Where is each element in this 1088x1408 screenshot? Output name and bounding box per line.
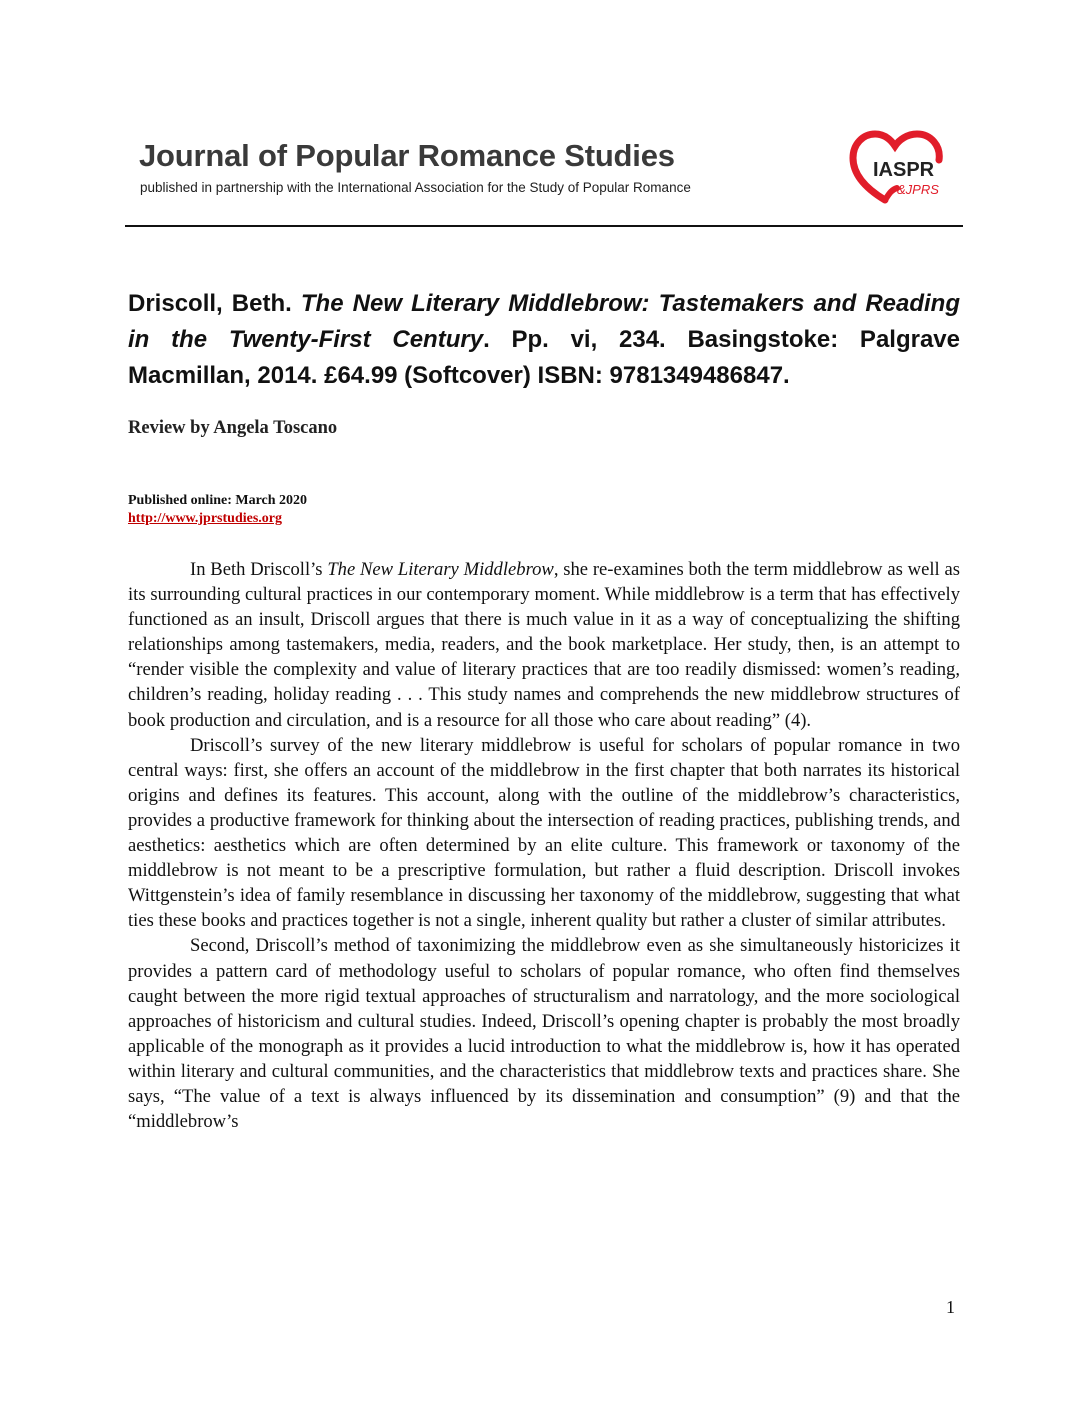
journal-header bbox=[125, 138, 965, 230]
logo-heart-tail bbox=[885, 188, 897, 200]
paragraph-1 bbox=[128, 557, 960, 733]
paragraph-2: Driscoll’s survey of the new literary middlebrow is useful for scholars of popular romance in two central ways: first, she offers an account of the middlebrow in the first chapter that both narrates its historical origins and defines its features. This account, along with the outline of the middlebrow’s characteristics, provides a productive framework for thinking about the intersection of reading practices, publishing trends, and aesthetics: aesthetics which are often determined by an elite culture. This framework or taxonomy of the middlebrow is not meant to be a prescriptive formulation, but rather a fluid description. Driscoll invokes Wittgenstein’s idea of family resemblance in discussing her taxonomy of the middlebrow, suggesting that what ties these books and practices together is not a single, inherent quality but rather a cluster of similar attributes. bbox=[128, 734, 960, 932]
citation-details: . Pp. vi, 234. Basingstoke: Palgrave Macmillan, 2014. £64.99 (Softcover) ISBN: 9781349486847. bbox=[128, 326, 960, 389]
publication-date: Published online: March 2020 bbox=[128, 493, 308, 508]
journal-subtitle: published in partnership with the International Association for the Study of Popular Romance bbox=[140, 180, 691, 195]
page-number: 1 bbox=[946, 1297, 955, 1317]
paragraph-1-book-title: The New Literary Middlebrow bbox=[327, 559, 554, 580]
header-divider bbox=[125, 225, 963, 227]
logo-text-bottom: &JPRS bbox=[897, 182, 939, 197]
paragraph-1-rest: , she re-examines both the term middlebrow as well as its surrounding cultural practices in our contemporary moment. While middlebrow is a term that has effectively functioned as an insult, Driscoll argues that there is much value in it as a way of conceptualizing the shifting relationships among tastemakers, media, readers, and the book marketplace. Her study, then, is an attempt to “render visible the complexity and value of literary practices that are too readily dismissed: women’s reading, children’s reading, holiday reading . . . This study names and comprehends the new middlebrow structures of book production and circulation, and is a resource for all those who care about reading” (4). bbox=[128, 559, 960, 731]
logo-text-top: IASPR bbox=[873, 159, 935, 181]
publication-info bbox=[128, 492, 307, 528]
iaspr-logo bbox=[845, 128, 955, 210]
paragraph-3: Second, Driscoll’s method of taxonimizing the middlebrow even as she simultaneously historicizes it provides a pattern card of methodology useful to scholars of popular romance, who often find themselves caught between the more rigid textual approaches of structuralism and narratology, and the more sociological approaches of historicism and cultural studies. Indeed, Driscoll’s opening chapter is probably the most broadly applicable of the monograph as it provides a lucid introduction to what the middlebrow is, how it has operated within literary and cultural communities, and the characteristics that middlebrow texts and practices share. She says, “The value of a text is always influenced by its dissemination and consumption” (9) and that the “middlebrow’s bbox=[128, 935, 960, 1133]
book-citation bbox=[128, 286, 960, 394]
reviewer-byline: Review by Angela Toscano bbox=[128, 418, 338, 438]
review-body bbox=[128, 557, 960, 1134]
citation-author: Driscoll, Beth. bbox=[128, 290, 292, 317]
journal-link[interactable]: http://www.jprstudies.org bbox=[128, 511, 283, 526]
citation-book-title: The New Literary Middlebrow: Tastemakers and Reading in the Twenty-First Century bbox=[128, 290, 960, 353]
journal-title: Journal of Popular Romance Studies bbox=[139, 138, 675, 173]
paragraph-1-lead: In Beth Driscoll’s bbox=[190, 559, 328, 580]
